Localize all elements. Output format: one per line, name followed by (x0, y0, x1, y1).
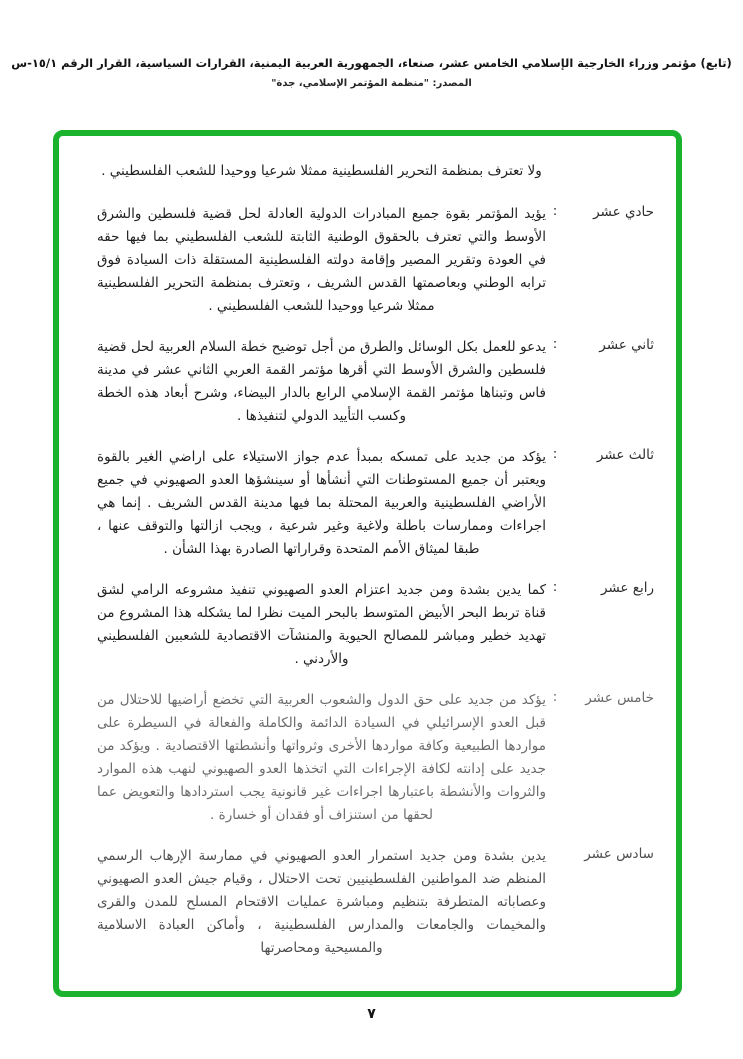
item-text: كما يدين بشدة ومن جديد اعتزام العدو الصهيوني تنفيذ مشروعه الرامي لشق قناة تربط البحر الأبيض المتوسط بالبحر الميت نظرا لما يشكله هذا المشروع من تهديد خطير ومباشر للمصالح الحيوية والمنشآت الاقتصادية للشعبين الفلسطيني والأردني . (97, 582, 546, 667)
continuation-paragraph: ولا تعترف بمنظمة التحرير الفلسطينية ممثلا شرعيا ووحيدا للشعب الفلسطيني . (101, 163, 542, 179)
item-separator: : (552, 336, 558, 352)
resolution-item-sixteenth (97, 845, 654, 960)
item-text: يؤيد المؤتمر بقوة جميع المبادرات الدولية العادلة لحل قضية فلسطين والشرق الأوسط والتي تعترف بالحقوق الوطنية الثابتة للشعب الفلسطيني بما فيها حقه في العودة وتقرير المصير وإقامة دولته الفلسطينية المستقلة ذات السيادة فوق ترابه الوطني وبعاصمتها القدس الشريف ، وتعترف بمنظمة التحرير الفلسطينية ممثلا شرعيا ووحيدا للشعب الفلسطيني . (97, 206, 546, 314)
item-separator: : (552, 579, 558, 595)
item-label: ثاني عشر (599, 337, 654, 353)
resolution-item-eleventh (97, 203, 654, 318)
header-title-line: (تابع) مؤتمر وزراء الخارجية الإسلامي الخامس عشر، صنعاء، الجمهورية العربية اليمنية، القرارات السياسية، القرار الرقم ١٥/١-س (11, 56, 732, 70)
green-border-frame (53, 130, 682, 997)
document-body (59, 136, 676, 991)
item-text: يؤكد من جديد على تمسكه بمبدأ عدم جواز الاستيلاء على اراضي الغير بالقوة ويعتبر أن جميع المستوطنات التي أنشأها أو سينشؤها العدو الصهيوني في جميع الأراضي الفلسطينية والعربية المحتلة بما فيها مدينة القدس الشريف . إنما هي اجراءات وممارسات باطلة ولاغية وغير شرعية ، ويجب ازالتها والتوقف عنها ، طبقا لميثاق الأمم المتحدة وقراراتها الصادرة بهذا الشأن . (97, 449, 546, 557)
page-number: ٧ (367, 1006, 376, 1022)
item-label: سادس عشر (584, 846, 654, 862)
item-separator: : (552, 689, 558, 705)
resolution-item-fourteenth (97, 579, 654, 671)
item-label: رابع عشر (600, 580, 654, 596)
resolution-item-fifteenth (97, 689, 654, 827)
resolution-item-twelfth (97, 336, 654, 428)
header-source-line: المصدر: "منظمة المؤتمر الإسلامي، جدة" (271, 78, 472, 89)
resolution-item-thirteenth (97, 446, 654, 561)
item-label: ثالث عشر (596, 447, 654, 463)
item-label: خامس عشر (585, 690, 654, 706)
item-text: يدين بشدة ومن جديد استمرار العدو الصهيوني في ممارسة الإرهاب الرسمي المنظم ضد المواطنين الفلسطينيين تحت الاحتلال ، وقيام جيش العدو الصهيوني وعصاباته المتطرفة بتنظيم ومباشرة عمليات الاقتحام المسلح للمدن والقرى والمخيمات والجامعات والمدارس الفلسطينية ، وأماكن العبادة الاسلامية والمسيحية ومحاصرتها (97, 848, 546, 956)
document-header (0, 56, 743, 89)
item-label: حادي عشر (593, 204, 654, 220)
item-text: يؤكد من جديد على حق الدول والشعوب العربية التي تخضع أراضيها للاحتلال من قبل العدو الإسرائيلي في السيادة الدائمة والكاملة والفعالة في السيطرة على مواردها الطبيعية وكافة مواردها الأخرى وثرواتها وأنشطتها الاقتصادية . ويؤكد من جديد على إدانته لكافة الإجراءات التي اتخذها العدو الصهيوني لنهب هذه الموارد والثروات والأنشطة باعتبارها اجراءات غير قانونية يجب استردادها والتعويض عما لحقها من استنزاف أو فقدان أو خسارة . (97, 692, 546, 823)
item-separator: : (552, 203, 558, 219)
item-text: يدعو للعمل بكل الوسائل والطرق من أجل توضيح خطة السلام العربية لحل قضية فلسطين والشرق الأوسط التي أقرها مؤتمر القمة العربي الثاني عشر في مدينة فاس وتبناها مؤتمر القمة الإسلامي الرابع بالدار البيضاء، وشرح أبعاد هذه الخطة وكسب التأييد الدولي لتنفيذها . (97, 339, 546, 424)
item-separator: : (552, 446, 558, 462)
